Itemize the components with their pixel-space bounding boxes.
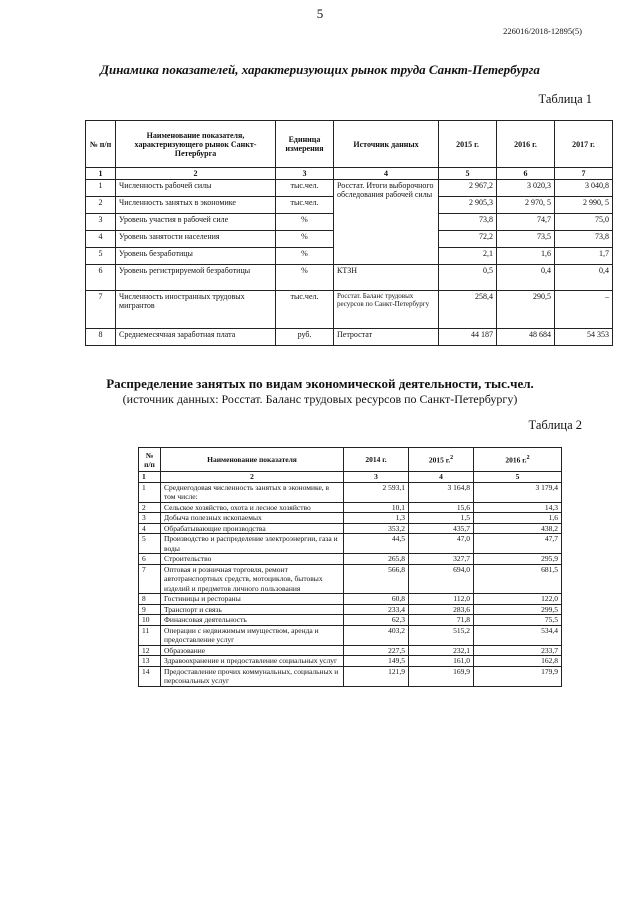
value-2015: 0,5 — [439, 265, 497, 291]
value-2015: 71,8 — [409, 615, 474, 626]
value-2014: 121,9 — [344, 666, 409, 686]
value-2016: 0,4 — [497, 265, 555, 291]
column-number: 6 — [497, 168, 555, 180]
value-2015: 73,8 — [439, 214, 497, 231]
data-source: Росстат. Баланс трудовых ресурсов по Санкт-Петербургу — [334, 291, 439, 329]
value-2017: 54 353 — [555, 329, 613, 346]
data-source: Петростат — [334, 329, 439, 346]
row-number: 4 — [139, 523, 161, 534]
row-number: 2 — [139, 502, 161, 513]
value-2015: 258,4 — [439, 291, 497, 329]
table2-body — [139, 482, 562, 686]
value-2016: 122,0 — [474, 594, 562, 605]
value-2014: 403,2 — [344, 625, 409, 645]
indicator-name: Численность иностранных трудовых мигрантов — [116, 291, 276, 329]
value-2016: 299,5 — [474, 604, 562, 615]
value-2016: 48 684 — [497, 329, 555, 346]
row-number: 8 — [139, 594, 161, 605]
unit: % — [276, 265, 334, 291]
footnote-mark: 2 — [526, 454, 530, 461]
value-2014: 44,5 — [344, 534, 409, 554]
activity-name: Транспорт и связь — [161, 604, 344, 615]
row-number: 5 — [86, 248, 116, 265]
value-2015: 1,5 — [409, 513, 474, 524]
table-row — [139, 615, 562, 626]
activity-name: Предоставление прочих коммунальных, социальных и персональных услуг — [161, 666, 344, 686]
value-2015: 169,9 — [409, 666, 474, 686]
header-text: 2016 г. — [505, 455, 527, 465]
value-2014: 233,4 — [344, 604, 409, 615]
column-header: 2015 г. — [439, 121, 497, 168]
column-number: 7 — [555, 168, 613, 180]
table-row — [139, 523, 562, 534]
value-2015: 112,0 — [409, 594, 474, 605]
unit: тыс.чел. — [276, 291, 334, 329]
value-2016: 534,4 — [474, 625, 562, 645]
indicator-name: Среднемесячная заработная плата — [116, 329, 276, 346]
value-2015: 232,1 — [409, 645, 474, 656]
value-2015: 72,2 — [439, 231, 497, 248]
value-2016: 438,2 — [474, 523, 562, 534]
value-2016: 290,5 — [497, 291, 555, 329]
row-number: 8 — [86, 329, 116, 346]
table2-subtitle: (источник данных: Росстат. Баланс трудовых ресурсов по Санкт-Петербургу) — [122, 392, 518, 406]
column-header — [409, 448, 474, 472]
value-2015: 3 164,8 — [409, 482, 474, 502]
table-row — [139, 554, 562, 565]
unit: % — [276, 248, 334, 265]
value-2016: 2 970, 5 — [497, 197, 555, 214]
unit: руб. — [276, 329, 334, 346]
employment-by-activity-table — [138, 447, 562, 687]
activity-name: Производство и распределение электроэнергии, газа и воды — [161, 534, 344, 554]
table2-label: Таблица 2 — [528, 418, 582, 432]
table-row — [139, 625, 562, 645]
value-2017: 2 990, 5 — [555, 197, 613, 214]
column-number: 3 — [276, 168, 334, 180]
table-row — [139, 564, 562, 594]
row-number: 13 — [139, 656, 161, 667]
column-header: 2014 г. — [344, 448, 409, 472]
value-2014: 1,3 — [344, 513, 409, 524]
table2-title: Распределение занятых по видам экономической деятельности, тыс.чел. — [106, 376, 534, 391]
indicator-name: Численность рабочей силы — [116, 180, 276, 197]
row-number: 4 — [86, 231, 116, 248]
table-row — [139, 656, 562, 667]
value-2017: 1,7 — [555, 248, 613, 265]
table-row — [139, 604, 562, 615]
column-number: 4 — [334, 168, 439, 180]
table-row — [139, 594, 562, 605]
data-source: КТЗН — [334, 265, 439, 291]
value-2017: 0,4 — [555, 265, 613, 291]
value-2016: 162,8 — [474, 656, 562, 667]
column-number: 1 — [86, 168, 116, 180]
value-2015: 327,7 — [409, 554, 474, 565]
value-2016: 681,5 — [474, 564, 562, 594]
unit: тыс.чел. — [276, 197, 334, 214]
table-row — [139, 645, 562, 656]
column-header: 2016 г. — [497, 121, 555, 168]
page-number: 5 — [316, 6, 324, 21]
value-2014: 62,3 — [344, 615, 409, 626]
column-number: 2 — [116, 168, 276, 180]
activity-name: Оптовая и розничная торговля, ремонт автотранспортных средств, мотоциклов, бытовых изделий и предметов личного пользования — [161, 564, 344, 594]
activity-name: Операции с недвижимым имуществом, аренда и предоставление услуг — [161, 625, 344, 645]
column-header: 2017 г. — [555, 121, 613, 168]
value-2016: 14,3 — [474, 502, 562, 513]
row-number: 1 — [139, 482, 161, 502]
value-2016: 73,5 — [497, 231, 555, 248]
column-number: 5 — [474, 472, 562, 483]
value-2016: 1,6 — [474, 513, 562, 524]
indicator-name: Уровень участия в рабочей силе — [116, 214, 276, 231]
table-row — [139, 513, 562, 524]
column-number: 1 — [139, 472, 161, 483]
row-number: 1 — [86, 180, 116, 197]
column-header: № п/п — [86, 121, 116, 168]
table-header-row — [86, 121, 613, 168]
table-row — [139, 534, 562, 554]
activity-name: Строительство — [161, 554, 344, 565]
footnote-mark: 2 — [450, 454, 454, 461]
column-number: 4 — [409, 472, 474, 483]
value-2016: 75,5 — [474, 615, 562, 626]
indicator-name: Уровень регистрируемой безработицы — [116, 265, 276, 291]
table1-label: Таблица 1 — [538, 92, 592, 106]
value-2015: 2 905,3 — [439, 197, 497, 214]
unit: % — [276, 214, 334, 231]
document-id: 226016/2018-12895(5) — [503, 26, 582, 36]
column-header: Источник данных — [334, 121, 439, 168]
value-2015: 283,6 — [409, 604, 474, 615]
activity-name: Гостиницы и рестораны — [161, 594, 344, 605]
value-2015: 15,6 — [409, 502, 474, 513]
row-number: 12 — [139, 645, 161, 656]
table-row — [86, 265, 613, 291]
row-number: 7 — [139, 564, 161, 594]
value-2015: 2 967,2 — [439, 180, 497, 197]
unit: % — [276, 231, 334, 248]
value-2015: 44 187 — [439, 329, 497, 346]
table-row — [86, 329, 613, 346]
value-2014: 353,2 — [344, 523, 409, 534]
value-2015: 161,0 — [409, 656, 474, 667]
activity-name: Добыча полезных ископаемых — [161, 513, 344, 524]
row-number: 11 — [139, 625, 161, 645]
row-number: 2 — [86, 197, 116, 214]
indicator-name: Уровень занятости населения — [116, 231, 276, 248]
value-2014: 227,5 — [344, 645, 409, 656]
activity-name: Здравоохранение и предоставление социальных услуг — [161, 656, 344, 667]
value-2015: 515,2 — [409, 625, 474, 645]
value-2014: 265,8 — [344, 554, 409, 565]
value-2015: 47,0 — [409, 534, 474, 554]
column-number: 5 — [439, 168, 497, 180]
column-header: Наименование показателя — [161, 448, 344, 472]
value-2014: 60,8 — [344, 594, 409, 605]
data-source: Росстат. Итоги выборочного обследования рабочей силы — [334, 180, 439, 265]
value-2014: 10,1 — [344, 502, 409, 513]
row-number: 14 — [139, 666, 161, 686]
value-2016: 3 179,4 — [474, 482, 562, 502]
activity-name: Образование — [161, 645, 344, 656]
table-row — [139, 502, 562, 513]
table-header-row — [139, 448, 562, 472]
row-number: 3 — [139, 513, 161, 524]
value-2016: 3 020,3 — [497, 180, 555, 197]
activity-name: Среднегодовая численность занятых в экономике, в том числе: — [161, 482, 344, 502]
table-row — [86, 180, 613, 197]
value-2017: 73,8 — [555, 231, 613, 248]
labor-market-table — [85, 120, 613, 346]
value-2017: 75,0 — [555, 214, 613, 231]
value-2014: 2 593,1 — [344, 482, 409, 502]
table1-title: Динамика показателей, характеризующих рынок труда Санкт-Петербурга — [100, 62, 540, 77]
indicator-name: Численность занятых в экономике — [116, 197, 276, 214]
value-2016: 233,7 — [474, 645, 562, 656]
value-2017: 3 040,8 — [555, 180, 613, 197]
row-number: 5 — [139, 534, 161, 554]
value-2015: 435,7 — [409, 523, 474, 534]
column-header: Наименование показателя, характеризующего рынок Санкт-Петербурга — [116, 121, 276, 168]
row-number: 6 — [86, 265, 116, 291]
value-2016: 47,7 — [474, 534, 562, 554]
value-2014: 566,8 — [344, 564, 409, 594]
row-number: 10 — [139, 615, 161, 626]
table-row — [139, 666, 562, 686]
value-2015: 2,1 — [439, 248, 497, 265]
activity-name: Обрабатывающие производства — [161, 523, 344, 534]
value-2016: 1,6 — [497, 248, 555, 265]
column-number: 2 — [161, 472, 344, 483]
row-number: 9 — [139, 604, 161, 615]
unit: тыс.чел. — [276, 180, 334, 197]
value-2016: 179,9 — [474, 666, 562, 686]
value-2014: 149,5 — [344, 656, 409, 667]
value-2017: – — [555, 291, 613, 329]
column-number: 3 — [344, 472, 409, 483]
header-text: 2015 г. — [428, 455, 451, 465]
row-number: 6 — [139, 554, 161, 565]
row-number: 3 — [86, 214, 116, 231]
column-header: Единица измерения — [276, 121, 334, 168]
table-row — [139, 482, 562, 502]
table-row — [86, 291, 613, 329]
column-header — [474, 448, 562, 472]
activity-name: Финансовая деятельность — [161, 615, 344, 626]
column-number-row — [139, 472, 562, 483]
column-header: № п/п — [139, 448, 161, 472]
value-2016: 295,9 — [474, 554, 562, 565]
value-2015: 694,0 — [409, 564, 474, 594]
value-2016: 74,7 — [497, 214, 555, 231]
row-number: 7 — [86, 291, 116, 329]
indicator-name: Уровень безработицы — [116, 248, 276, 265]
activity-name: Сельское хозяйство, охота и лесное хозяйство — [161, 502, 344, 513]
column-number-row — [86, 168, 613, 180]
